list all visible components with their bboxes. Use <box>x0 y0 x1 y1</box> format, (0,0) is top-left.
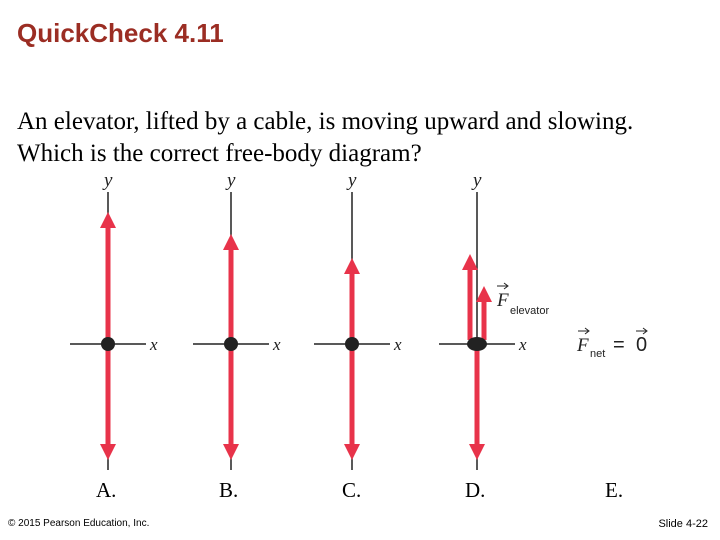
diagram-c-y-label: y <box>348 170 357 191</box>
option-b-label[interactable]: B. <box>219 478 239 502</box>
net-force-equation <box>576 328 647 360</box>
diagram-b-object-dot <box>224 337 238 351</box>
diagram-a-object-dot <box>101 337 115 351</box>
net-force-value: 0 <box>636 334 648 356</box>
diagram-b <box>193 170 281 470</box>
option-a-label[interactable]: A. <box>96 478 117 502</box>
diagram-a <box>70 170 158 470</box>
diagram-b-x-label: x <box>273 335 281 354</box>
elevator-force-symbol: F <box>497 290 509 311</box>
net-force-subscript: net <box>590 348 606 360</box>
elevator-force-subscript: elevator <box>510 305 550 317</box>
option-e-label[interactable]: E. <box>605 478 624 502</box>
diagram-a-x-label: x <box>150 335 158 354</box>
option-d-label[interactable]: D. <box>465 478 486 502</box>
diagram-d-x-label: x <box>519 335 527 354</box>
diagram-d <box>439 170 549 470</box>
diagram-d-y-label: y <box>473 170 482 191</box>
slide-title: QuickCheck 4.11 <box>17 18 224 48</box>
copyright-notice: © 2015 Pearson Education, Inc. <box>8 518 150 529</box>
net-force-symbol: F <box>577 335 589 356</box>
diagram-b-y-label: y <box>227 170 236 191</box>
option-c-label[interactable]: C. <box>342 478 362 502</box>
diagram-c-object-dot <box>345 337 359 351</box>
question-text: An elevator, lifted by a cable, is moving upward and slowing. Which is the correct free-body diagram? <box>17 108 634 167</box>
diagram-c <box>314 170 402 470</box>
diagram-c-x-label: x <box>394 335 402 354</box>
elevator-force-label <box>496 283 549 317</box>
net-force-equals: = <box>613 334 625 356</box>
diagram-a-y-label: y <box>104 170 113 191</box>
diagram-d-object-dot <box>467 337 487 351</box>
slide-number: Slide 4-22 <box>658 518 708 530</box>
